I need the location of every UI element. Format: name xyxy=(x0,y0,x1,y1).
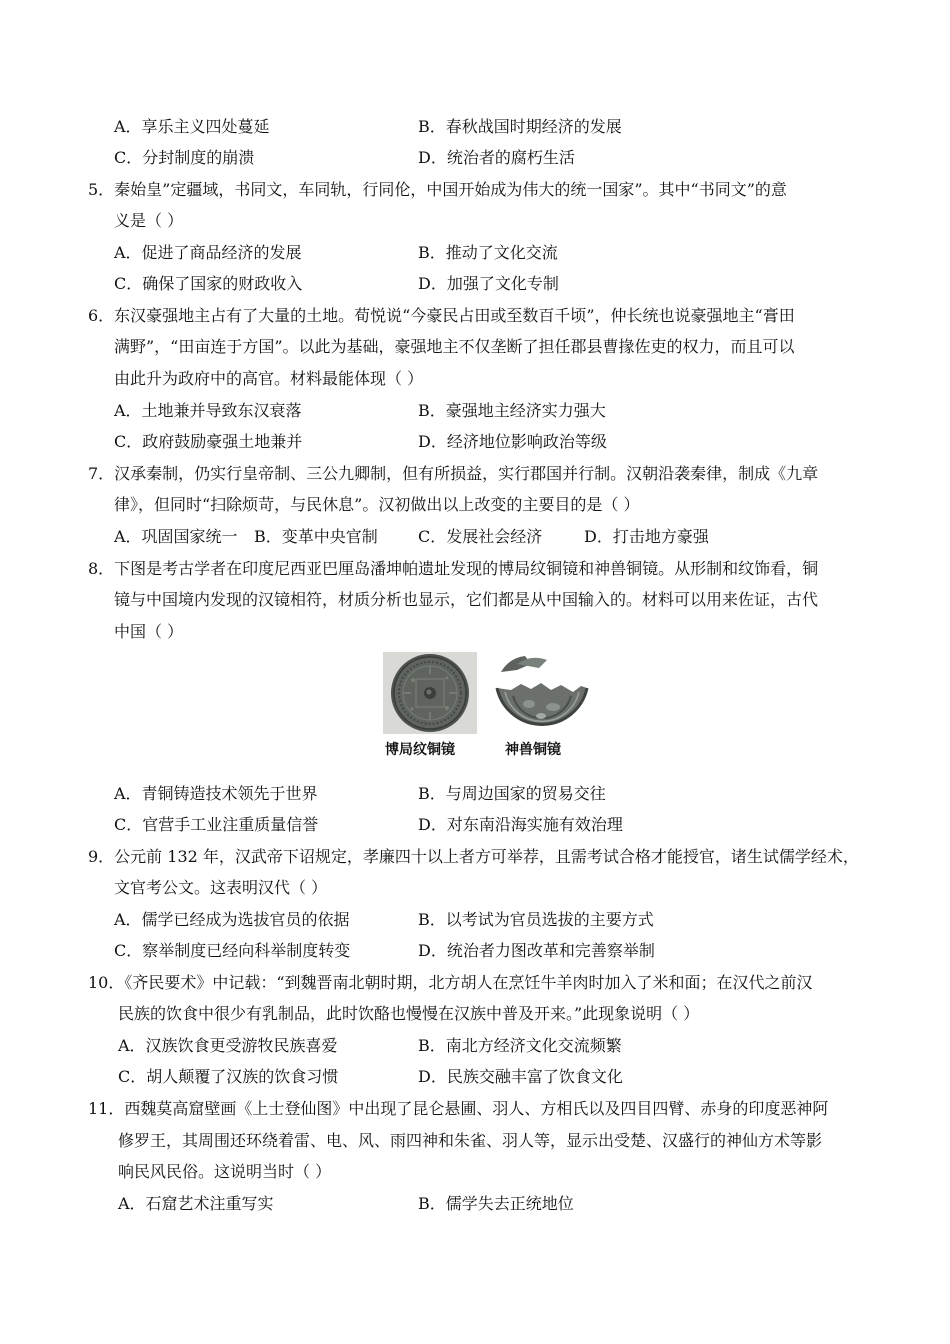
q8-stem-line3: 中国（ ） xyxy=(114,622,184,641)
q5-option-a: A．促进了商品经济的发展 xyxy=(114,243,302,262)
q9-option-d: D．统治者力图改革和完善察举制 xyxy=(418,941,655,960)
q9-stem-line2: 文官考公文。这表明汉代（ ） xyxy=(114,878,328,897)
q9-option-a: A．儒学已经成为选拔官员的依据 xyxy=(114,910,350,929)
q10-option-c: C．胡人颠覆了汉族的饮食习惯 xyxy=(118,1067,339,1086)
q8-option-a: A．青铜铸造技术领先于世界 xyxy=(114,784,318,803)
q4-option-c: C．分封制度的崩溃 xyxy=(114,148,255,167)
q5-stem-line1: 5．秦始皇”定疆域，书同文，车同轨，行同伦，中国开始成为伟大的统一国家”。其中“书同文”的意 xyxy=(88,180,787,199)
q10-option-d: D．民族交融丰富了饮食文化 xyxy=(418,1067,623,1086)
q7-option-a: A．巩固国家统一 xyxy=(114,527,238,546)
q4-option-b: B．春秋战国时期经济的发展 xyxy=(418,117,622,136)
q9-option-b: B．以考试为官员选拔的主要方式 xyxy=(418,910,654,929)
q8-option-d: D．对东南沿海实施有效治理 xyxy=(418,815,623,834)
q6-option-b: B．豪强地主经济实力强大 xyxy=(418,401,606,420)
q6-option-d: D．经济地位影响政治等级 xyxy=(418,432,607,451)
q5-option-c: C．确保了国家的财政收入 xyxy=(114,274,303,293)
q4-option-a: A．享乐主义四处蔓延 xyxy=(114,117,270,136)
q9-option-c: C．察举制度已经向科举制度转变 xyxy=(114,941,351,960)
q11-option-a: A．石窟艺术注重写实 xyxy=(118,1194,274,1213)
caption-boju-mirror: 博局纹铜镜 xyxy=(385,742,455,758)
q6-option-c: C．政府鼓励豪强土地兼并 xyxy=(114,432,303,451)
q7-stem-line2: 律》，但同时“扫除烦苛，与民休息”。汉初做出以上改变的主要目的是（ ） xyxy=(114,495,640,514)
q8-option-c: C．官营手工业注重质量信誉 xyxy=(114,815,319,834)
q8-option-b: B．与周边国家的贸易交往 xyxy=(418,784,606,803)
boju-mirror-image xyxy=(383,652,477,734)
q10-option-b: B．南北方经济文化交流频繁 xyxy=(418,1036,622,1055)
q8-stem-line1: 8．下图是考古学者在印度尼西亚巴厘岛潘坤帕遗址发现的博局纹铜镜和神兽铜镜。从形制和纹饰看，铜 xyxy=(88,559,819,578)
q10-stem-line2: 民族的饮食中很少有乳制品，此时饮酪也慢慢在汉族中普及开来。”此现象说明（ ） xyxy=(118,1004,700,1023)
q6-stem-line3: 由此升为政府中的高官。材料最能体现（ ） xyxy=(114,369,424,388)
q4-option-d: D．统治者的腐朽生活 xyxy=(418,148,575,167)
q9-stem-line1: 9．公元前 132 年，汉武帝下诏规定，孝廉四十以上者方可举荐，且需考试合格才能授官，诸生试儒学经术， xyxy=(88,847,859,866)
q5-stem-line2: 义是（ ） xyxy=(114,211,184,230)
caption-shenshou-mirror: 神兽铜镜 xyxy=(505,742,561,758)
q10-option-a: A．汉族饮食更受游牧民族喜爱 xyxy=(118,1036,338,1055)
q7-option-d: D．打击地方豪强 xyxy=(584,527,709,546)
q6-stem-line1: 6．东汉豪强地主占有了大量的土地。荀悦说“今豪民占田或至数百千顷”，仲长统也说豪强地主“膏田 xyxy=(88,306,795,325)
q10-stem-line1: 10．《齐民要术》中记载：“到魏晋南北朝时期，北方胡人在烹饪牛羊肉时加入了米和面；在汉代之前汉 xyxy=(88,973,813,992)
q8-stem-line2: 镜与中国境内发现的汉镜相符，材质分析也显示，它们都是从中国输入的。材料可以用来佐证，古代 xyxy=(114,590,819,609)
q5-option-b: B．推动了文化交流 xyxy=(418,243,558,262)
q6-stem-line2: 满野”，“田亩连于方国”。以此为基础，豪强地主不仅垄断了担任郡县曹掾佐吏的权力，而且可以 xyxy=(114,337,795,356)
bronze-mirrors-figure xyxy=(383,648,593,764)
shenshou-mirror-image xyxy=(491,652,591,734)
q7-stem-line1: 7．汉承秦制，仍实行皇帝制、三公九卿制，但有所损益，实行郡国并行制。汉朝沿袭秦律，制成《九章 xyxy=(88,464,819,483)
q11-stem-line3: 响民风民俗。这说明当时（ ） xyxy=(118,1162,332,1181)
q6-option-a: A．土地兼并导致东汉衰落 xyxy=(114,401,302,420)
q11-stem-line2: 修罗王，其周围还环绕着雷、电、风、雨四神和朱雀、羽人等，显示出受楚、汉盛行的神仙方术等影 xyxy=(118,1131,823,1150)
q11-stem-line1: 11．西魏莫高窟壁画《上士登仙图》中出现了昆仑悬圃、羽人、方相氏以及四目四臂、赤身的印度恶神阿 xyxy=(88,1099,829,1118)
q7-option-c: C．发展社会经济 xyxy=(418,527,543,546)
q11-option-b: B．儒学失去正统地位 xyxy=(418,1194,574,1213)
q5-option-d: D．加强了文化专制 xyxy=(418,274,559,293)
q7-option-b: B．变革中央官制 xyxy=(254,527,378,546)
